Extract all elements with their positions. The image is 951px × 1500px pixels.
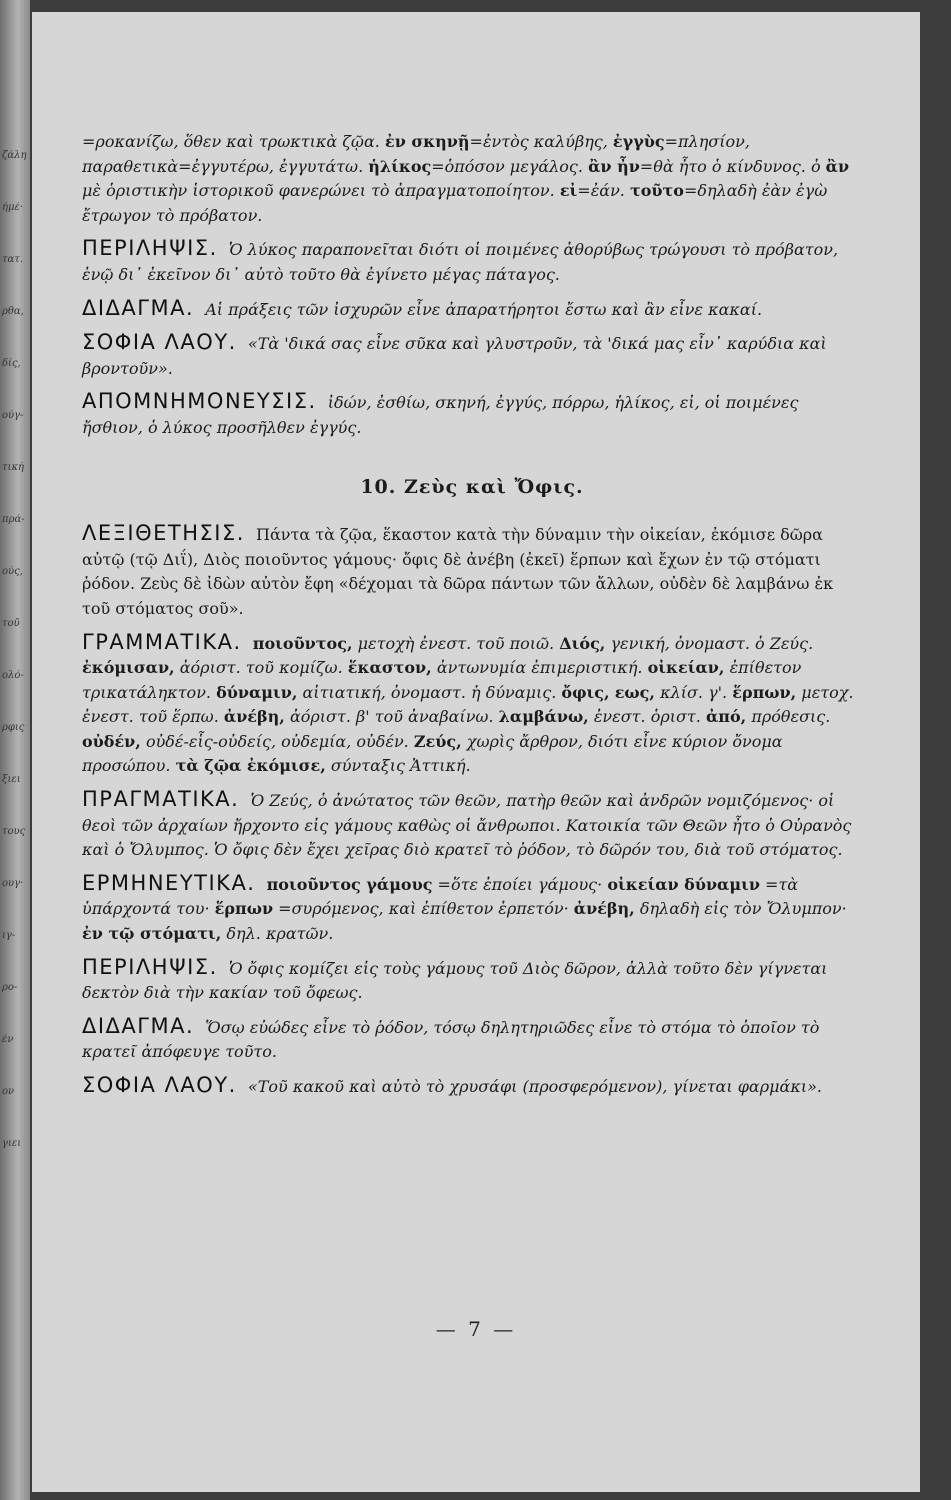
term: ἐκόμισαν, (82, 658, 175, 678)
book-page (32, 12, 920, 1492)
folk-wisdom-text: «Τοῦ κακοῦ καὶ αὐτὸ τὸ χρυσάφι (προσφερόμενον), γίνεται φαρμάκι». (247, 1077, 822, 1096)
gloss: =δηλαδὴ ἐὰν ἐγὼ ἔτρωγον τὸ πρόβατον. (82, 181, 828, 225)
moral-text: Αἱ πράξεις τῶν ἰσχυρῶν εἶνε ἀπαρατήρητοι ἔστω καὶ ἂν εἶνε κακαί. (205, 299, 763, 319)
term: ὄφις, (561, 682, 610, 702)
moral-paragraph-2 (82, 1014, 862, 1065)
margin-fragment: ξιει (2, 774, 21, 785)
gloss: =πλησίον, παραθετικὰ=ἐγγυτέρω, ἐγγυτάτω. (82, 132, 750, 176)
term: ἀνέβη, (223, 707, 285, 727)
term: ποιοῦντος, (252, 633, 353, 653)
margin-fragment: ούγ- (2, 410, 24, 421)
term-explanation: μετοχὴ ἐνεστ. τοῦ ποιῶ. (357, 633, 555, 653)
term: οὐδέν, (82, 731, 141, 751)
margin-fragment: ουγ· (2, 878, 24, 889)
term: ἐν τῷ στόματι, (82, 924, 222, 944)
term: ἀνέβη, (573, 899, 635, 919)
text-paragraph (82, 521, 862, 621)
moral-label: ΔΙΔΑΓΜΑ. (82, 295, 195, 320)
term-explanation: ἀντωνυμία ἐπιμεριστική. (436, 658, 643, 678)
term-explanation: σύνταξις Ἀττική. (330, 756, 471, 776)
moral-text: Ὅσῳ εὐώδες εἶνε τὸ ῥόδον, τόσῳ δηλητηριῶδες εἶνε τὸ στόμα τὸ ὁποῖον τὸ κρατεῖ ἀπόφευγε τοῦτο. (82, 1017, 820, 1062)
term-explanation: ἐνεστ. ὁριστ. (593, 707, 701, 727)
term: ἀπό, (705, 707, 747, 727)
margin-fragment: δίς, (2, 358, 21, 369)
summary-paragraph (82, 236, 862, 287)
term-explanation: κλίσ. γ'. (660, 682, 728, 702)
memorization-label: ΑΠΟΜΝΗΜΟΝΕΥΣΙΣ. (82, 389, 317, 414)
margin-fragment: ον (2, 1086, 15, 1097)
keyword: ἐν σκηνῇ (384, 132, 470, 151)
summary-text: Ὁ λύκος παραπονεῖται διότι οἱ ποιμένες ἀθορύβως τρώγουσι τὸ πρόβατον, ἐνῷ δι᾽ ἐκεῖνον δι᾽ αὐτὸ τοῦτο θὰ ἐγίνετο μέγας πάταγος. (82, 240, 839, 284)
term: ποιοῦντος γάμους (266, 874, 433, 894)
margin-fragment: τική (2, 462, 25, 473)
term-explanation: δηλ. κρατῶν. (226, 924, 334, 944)
memorization-text: ἰδών, ἐσθίω, σκηνή, ἐγγύς, πόρρω, ἡλίκος, εἰ, οἱ ποιμένες ἤσθιον, ὁ λύκος προσῆλθεν ἐγγύς. (82, 393, 799, 437)
margin-fragment: ρφις (2, 722, 25, 733)
term: δύναμιν, (216, 682, 298, 702)
keyword: ἐγγὺς (612, 132, 665, 151)
folk-wisdom-paragraph-2 (82, 1073, 862, 1100)
term-explanation: =συρόμενος, καὶ ἐπίθετον ἑρπετόν· (278, 899, 569, 919)
term-explanation: δηλαδὴ εἰς τὸν Ὄλυμπον· (639, 899, 847, 919)
gloss: μὲ ὁριστικὴν ἱστορικοῦ φανερώνει τὸ ἀπραγματοποίητον. (82, 181, 555, 201)
margin-fragment: ρθα, (2, 306, 24, 317)
continuation-paragraph (82, 130, 862, 228)
interpretation-label: ΕΡΜΗΝΕΥΤΙΚΑ. (82, 870, 256, 895)
adjacent-page-edge (0, 0, 30, 1500)
term-explanation: ἀόριστ. τοῦ κομίζω. (179, 658, 343, 678)
term: τὰ ζῷα ἐκόμισε, (175, 756, 326, 776)
term-explanation: οὐδέ-εἷς-οὐδείς, οὐδεμία, οὐδέν. (145, 731, 409, 751)
folk-wisdom-label: ΣΟΦΙΑ ΛΑΟΥ. (82, 330, 237, 355)
section-title: 10. Ζεὺς καὶ Ὄφις. (360, 475, 584, 498)
keyword: ἂν (825, 156, 850, 176)
margin-fragment: ρο- (2, 982, 18, 993)
continuation-text: =ροκανίζω, ὅθεν καὶ τρωκτικὰ ζῷα. (82, 132, 380, 151)
margin-fragment: έν (2, 1034, 14, 1045)
page-number: — 7 — (435, 1317, 517, 1341)
term: Ζεύς, (413, 731, 462, 751)
summary-label: ΠΕΡΙΛΗΨΙΣ. (82, 954, 218, 979)
fable-text: Πάντα τὰ ζῷα, ἕκαστον κατὰ τὴν δύναμιν τὴν οἰκείαν, ἐκόμισε δῶρα αὐτῷ (τῷ Διΐ), Διὸς ποιοῦντος γάμους· ὄφις δὲ ἀνέβη (ἐκεῖ) ἕρπων καὶ ἔχων ἐν τῷ στόματι ῥόδον. Ζεὺς δὲ ἰδὼν αὐτὸν ἔφη «δέχομαι τὰ δῶρα πάντων τῶν ἄλλων, οὐδὲν δὲ λαμβάνω ἐκ τοῦ στόματος σοῦ». (82, 525, 834, 618)
term: λαμβάνω, (498, 707, 589, 727)
keyword: τοῦτο (629, 181, 684, 201)
term: Διός, (559, 633, 606, 653)
gloss: =ὁπόσον μεγάλος. (431, 156, 583, 176)
term-explanation: ἐπίθετον τρικατάληκτον. (82, 658, 802, 702)
term: ἕρπων (214, 899, 274, 919)
keyword: εἰ (559, 181, 578, 201)
term-explanation: πρόθεσις. (751, 707, 831, 727)
folk-wisdom-paragraph (82, 330, 862, 381)
text-label: ΛΕΞΙΘΕΤΗΣΙΣ. (82, 521, 245, 546)
term-explanation: μετοχ. ἐνεστ. τοῦ ἕρπω. (82, 682, 854, 727)
term: οἰκείαν δύναμιν (607, 874, 760, 894)
term: οἰκείαν, (647, 658, 725, 678)
page-text (82, 130, 862, 1100)
gloss: =ἐντὸς καλύβης, (469, 132, 608, 151)
moral-label: ΔΙΔΑΓΜΑ. (82, 1013, 195, 1038)
grammar-label: ΓΡΑΜΜΑΤΙΚΑ. (82, 629, 242, 654)
keyword: ἂν ἦν (588, 156, 640, 176)
term: ἕκαστον, (347, 658, 432, 678)
term: ἕρπων, (732, 682, 797, 702)
gloss: =θὰ ἦτο ὁ κίνδυνος. ὁ (639, 156, 821, 176)
term-explanation: αἰτιατική, ὀνομαστ. ἡ δύναμις. (302, 682, 557, 702)
gloss: =ἐάν. (577, 181, 625, 201)
margin-fragment: ζάλη (2, 150, 27, 161)
term-explanation: γενική, ὀνομαστ. ὁ Ζεύς. (610, 633, 814, 653)
interpretation-paragraph (82, 871, 862, 947)
folk-wisdom-text: «Τὰ 'δικά σας εἶνε σῦκα καὶ γλυστροῦν, τὰ 'δικά μας εἶν᾽ καρύδια καὶ βροντοῦν». (82, 334, 827, 378)
summary-text: Ὁ ὄφις κομίζει εἰς τοὺς γάμους τοῦ Διὸς δῶρον, ἀλλὰ τοῦτο δὲν γίγνεται δεκτὸν διὰ τὴν κακίαν τοῦ ὄφεως. (82, 958, 828, 1003)
margin-fragment: πρά- (2, 514, 25, 525)
term-explanation: ἀόριστ. β' τοῦ ἀναβαίνω. (289, 707, 494, 727)
summary-label: ΠΕΡΙΛΗΨΙΣ. (82, 236, 218, 261)
moral-paragraph (82, 296, 862, 323)
margin-fragment: ήμέ· (2, 202, 24, 213)
summary-paragraph-2 (82, 955, 862, 1006)
facts-paragraph (82, 787, 862, 863)
grammar-paragraph (82, 630, 862, 780)
margin-fragment: τατ. (2, 254, 23, 265)
margin-fragment: τους (2, 826, 26, 837)
term-explanation: =τὰ ὑπάρχοντά του· (82, 874, 799, 919)
term: εως, (614, 682, 655, 702)
term-explanation: χωρὶς ἄρθρον, διότι εἶνε κύριον ὄνομα προσώπου. (82, 731, 783, 776)
margin-fragment: ιγ- (2, 930, 16, 941)
folk-wisdom-label: ΣΟΦΙΑ ΛΑΟΥ. (82, 1073, 237, 1097)
facts-text: Ὁ Ζεύς, ὁ ἀνώτατος τῶν θεῶν, πατὴρ θεῶν καὶ ἀνδρῶν νομιζόμενος· οἱ θεοὶ τῶν ἀρχαίων ἤρχοντο εἰς γάμους καθὼς οἱ ἄνθρωποι. Κατοικία τῶν Θεῶν ἦτο ὁ Οὐρανὸς καὶ ὁ Ὄλυμπος. Ὁ ὄφις δὲν ἔχει χεῖρας διὸ κρατεῖ τὸ ῥόδον, τὸ δῶρόν του, διὰ τοῦ στόματος. (82, 791, 852, 860)
keyword: ἡλίκος (368, 156, 432, 176)
facts-label: ΠΡΑΓΜΑΤΙΚΑ. (82, 787, 240, 812)
margin-fragment: ολό- (2, 670, 24, 681)
memorization-paragraph (82, 389, 862, 440)
margin-fragment: ούς, (2, 566, 23, 577)
margin-fragment: τοῦ (2, 618, 20, 629)
term-explanation: =ὅτε ἐποίει γάμους· (437, 874, 603, 894)
margin-fragment: γιει (2, 1138, 22, 1149)
